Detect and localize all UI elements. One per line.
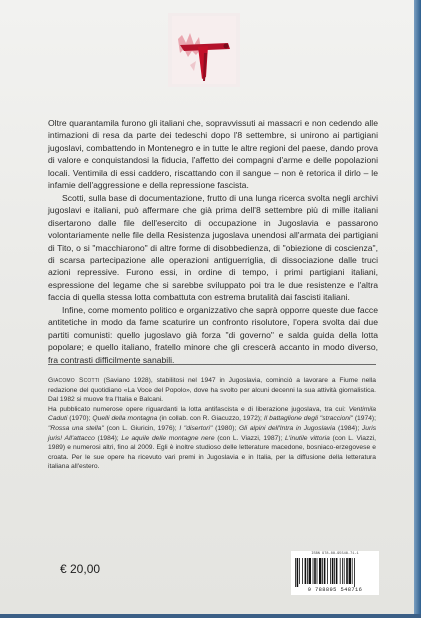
barcode-bar (324, 558, 326, 584)
barcode-bar (342, 558, 343, 584)
synopsis-paragraph: Oltre quarantamila furono gli italiani che, sopravvissuti ai massacri e non cedendo alle intimazioni di resa da parte dei tedeschi dopo l'8 settembre, si unirono ai partigiani jugoslavi, combattendo in Montenegro e in tutte le altre regioni del paese, dando prova di valore e conquistandosi la fiducia, l'affetto dei compagni d'arme e delle popolazioni locali. Ventimila di essi caddero, riscattando con il sangue – non è retorica il dirlo – le infamie dell'aggressione e della repressione fascista. (48, 118, 378, 191)
barcode-bar (307, 558, 308, 584)
barcode-bar (334, 558, 335, 584)
bio-text: (1984); (335, 424, 362, 432)
barcode-bar (309, 558, 311, 584)
cover-artwork (168, 13, 240, 87)
barcode-number: 9 788895 548716 (307, 587, 363, 593)
book-title: L'inutile vittoria (285, 434, 330, 442)
synopsis-paragraph: Scotti, sulla base di documentazione, frutto di una lunga ricerca svolta negli archivi jugoslavi e italiani, può affermare che già prima dell'8 settembre più di mille italiani disertarono dalle file dell'esercito di occupazione in Jugoslavia e passarono volontariamente nelle file della Resistenza jugoslava unendosi all'armata dei partigiani di Tito, o si "macchiarono" di altre forme di disobbedienza, di "obiezione di coscienza", di scarsa partecipazione alle operazioni antiguerriglia, di dissociazione dalle truci azioni repressive. Furono essi, in ordine di tempo, i primi partigiani italiani, espressione del legame che si sarebbe sviluppato poi tra le due resistenze e l'altra faccia di quella stessa lotta combattuta con estrema brutalità dai fascisti italiani. (48, 192, 378, 303)
barcode-bar (336, 558, 338, 584)
book-title: Il battaglione degli "straccioni" (263, 415, 353, 423)
isbn-barcode (291, 551, 379, 595)
bio-text: (1984); (94, 434, 122, 442)
bio-paragraph (48, 405, 376, 472)
barcode-bar (305, 558, 307, 584)
bio-text: Ha pubblicato numerose opere riguardanti la lotta antifascista e di liberazione jugoslava, tra cui: (48, 405, 349, 413)
bottom-edge (0, 614, 421, 618)
bio-text: (1980); (212, 424, 239, 432)
bio-text: (con L. Giuricin, 1976); (103, 424, 180, 432)
bio-text: (1970); (67, 415, 93, 423)
barcode-bar (354, 558, 355, 587)
barcode-bar (332, 558, 334, 584)
synopsis-paragraph: Infine, come momento politico e organizzativo che saprà opporre queste due facce antitetiche in modo da fame scaturire un confronto risolutore, l'opera svolta dai due partiti comunisti: quello jugoslavo già forza "di governo" e salda guida della lotta popolare; e quello italiano, fratello minore che gli crescerà accanto in modo diverso, fra contrasti difficilmente sanabili. (48, 304, 378, 365)
author-name: Giacomo Scotti (48, 377, 100, 384)
price-label: € 20,00 (60, 562, 101, 576)
barcode-bar (330, 558, 331, 584)
barcode-bar (295, 558, 296, 587)
author-bio (48, 376, 376, 472)
barcode-bar (313, 558, 314, 584)
barcode-bar (327, 558, 328, 584)
barcode-bar (340, 558, 341, 584)
barcode-bar (344, 558, 345, 584)
bio-text: (in collab. con R. Giacuzzo, 1972); (157, 415, 264, 423)
book-title: I "disertori" (179, 424, 213, 432)
barcode-bar (349, 558, 351, 584)
barcode-bars (294, 558, 376, 587)
bio-paragraph (48, 376, 376, 405)
barcode-bar (314, 558, 316, 584)
spine-edge (414, 0, 421, 618)
book-title: Gli alpini dell'Intra in Jugoslavia (238, 424, 336, 432)
barcode-bar (346, 558, 348, 584)
bio-text: (1974); (352, 415, 377, 423)
divider (48, 364, 376, 365)
book-title: "Rossa una stella" (48, 424, 104, 432)
barcode-bar (299, 558, 300, 584)
book-title: Ventimila Caduti (48, 405, 376, 423)
barcode-bar (319, 558, 321, 584)
book-title: Quelli della montagna (92, 415, 158, 423)
barcode-bar (352, 558, 353, 584)
isbn-text: ISBN 978-88-95548-71-1 (311, 552, 359, 556)
book-title: Le aquile delle montagne nere (121, 434, 215, 442)
book-title: Juris juris! All'attacco (48, 424, 377, 442)
barcode-bar (322, 558, 323, 584)
bio-text: (Saviano 1928), stabilitosi nel 1947 in Jugoslavia, cominciò a lavorare a Fiume nella redazione del quotidiano «La Voce del Popolo», dove ha svolto per alcuni decenni la sua attività giornalistica. Dal 1982 si muove fra l'Italia e Balcani. (48, 377, 376, 404)
bio-text: (con L. Viazzi, 1989) e numerosi altri, fino al 2009. Egli è inoltre studioso delle letterature macedone, bosniaco-erzegovese e croata. Per le sue opere ha ricevuto vari premi in Jugoslavia e in Italia, per la diffusione della letteratura italiana all'estero. (48, 434, 377, 471)
bio-text: (con L. Viazzi, 1987); (214, 434, 286, 442)
barcode-bar (302, 558, 303, 584)
barcode-bar (297, 558, 299, 587)
synopsis (48, 117, 378, 366)
barcode-bar (317, 558, 318, 584)
